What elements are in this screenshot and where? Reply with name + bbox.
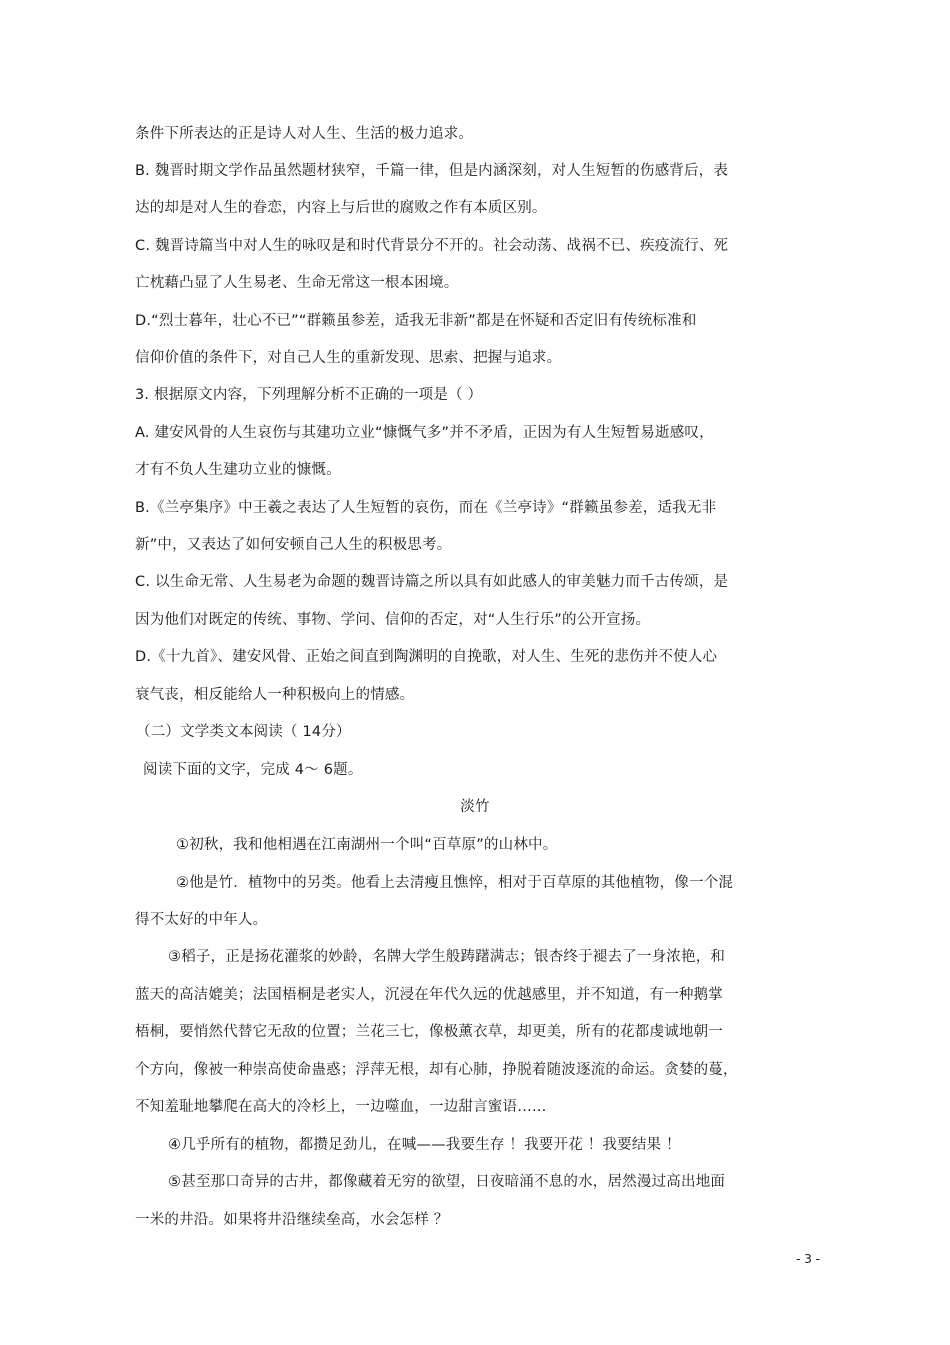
paragraph-4: ④几乎所有的植物，都攒足劲儿，在喊——我要生存 ！我要开花 ！我要结果 ！ [168, 1137, 681, 1153]
text-line: 个方向，像被一种崇高使命蛊惑；浮萍无根，却有心肺，挣脱着随波逐流的命运。贪婪的蔓， [135, 1062, 738, 1078]
reading-instruction: 阅读下面的文字，完成 4～ 6题。 [143, 762, 363, 778]
option-c-line: C. 魏晋诗篇当中对人生的咏叹是和时代背景分不开的。社会动荡、战祸不已、疾疫流行、死 [135, 238, 729, 254]
passage-title: 淡竹 [460, 799, 490, 815]
text-line: 亡枕藉凸显了人生易老、生命无常这一根本困境。 [135, 275, 459, 291]
option-c-line: C. 以生命无常、人生易老为命题的魏晋诗篇之所以具有如此感人的审美魅力而千古传颂，是 [135, 574, 729, 590]
paragraph-2: ②他是竹．植物中的另类。他看上去清瘦且憔悴，相对于百草原的其他植物，像一个混 [176, 875, 734, 891]
text-line: 蓝天的高洁媲美；法国梧桐是老实人，沉浸在年代久远的优越感里，并不知道，有一种鹅掌 [135, 987, 723, 1003]
text-line: 得不太好的中年人。 [135, 912, 268, 928]
text-line: 梧桐，要悄然代替它无敌的位置；兰花三七，像极薰衣草，却更美，所有的花都虔诚地朝一 [135, 1024, 723, 1040]
text-line: 因为他们对既定的传统、事物、学问、信仰的否定，对“人生行乐”的公开宣扬。 [135, 612, 651, 628]
text-line: 不知羞耻地攀爬在高大的冷杉上，一边噬血，一边甜言蜜语…… [135, 1099, 547, 1115]
page-number: - 3 - [796, 1252, 820, 1266]
option-b-line: B.《兰亭集序》中王羲之表达了人生短暂的哀伤，而在《兰亭诗》“群籁虽参差，适我无非 [135, 500, 717, 516]
section-heading: （二）文学类文本阅读（ 14分） [136, 724, 351, 740]
option-a-line: A. 建安风骨的人生哀伤与其建功立业“慷慨气多”并不矛盾，正因为有人生短暂易逝感叹， [135, 425, 714, 441]
text-line: 新”中，又表达了如何安顿自己人生的积极思考。 [135, 537, 452, 553]
option-d-line: D.“烈士暮年，壮心不已”“群籁虽参差，适我无非新”都是在怀疑和否定旧有传统标准和 [135, 313, 697, 329]
text-line: 信仰价值的条件下，对自己人生的重新发现、思索、把握与追求。 [135, 350, 562, 366]
paragraph-1: ①初秋，我和他相遇在江南湖州一个叫“百草原”的山林中。 [176, 837, 558, 853]
text-line: 达的却是对人生的眷恋，内容上与后世的腐败之作有本质区别。 [135, 200, 547, 216]
text-line: 衰气丧，相反能给人一种积极向上的情感。 [135, 687, 415, 703]
option-b-line: B. 魏晋时期文学作品虽然题材狭窄，千篇一律，但是内涵深刻，对人生短暂的伤感背后，表 [135, 163, 729, 179]
paragraph-3: ③稻子，正是扬花灌浆的妙龄，名牌大学生般踌躇满志；银杏终于褪去了一身浓艳，和 [168, 949, 726, 965]
text-line: 一米的井沿。如果将井沿继续垒高，水会怎样 ？ [135, 1212, 449, 1228]
text-line: 条件下所表达的正是诗人对人生、生活的极力追求。 [135, 126, 474, 142]
paragraph-5: ⑤甚至那口奇异的古井，都像藏着无穷的欲望，日夜暗涌不息的水，居然漫过高出地面 [168, 1174, 726, 1190]
text-line: 才有不负人生建功立业的慷慨。 [135, 462, 341, 478]
option-d-line: D.《十九首》、建安风骨、正始之间直到陶渊明的自挽歌，对人生、生死的悲伤并不使人心 [135, 649, 718, 665]
question-3: 3. 根据原文内容，下列理解分析不正确的一项是（ ） [135, 387, 483, 403]
